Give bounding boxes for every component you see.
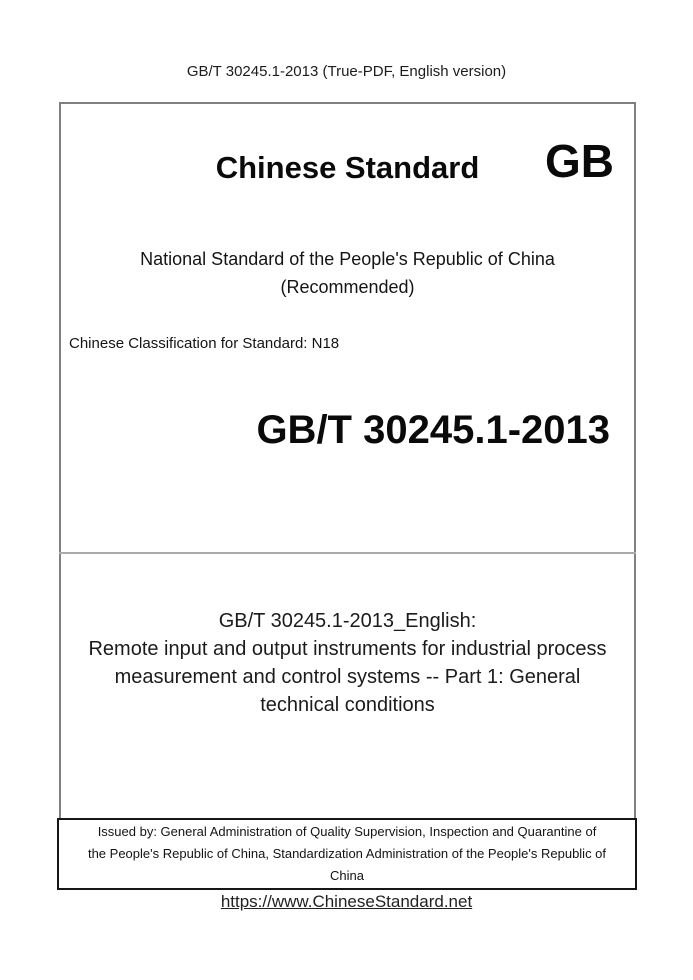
document-reference-header: GB/T 30245.1-2013 (True-PDF, English version) xyxy=(186,63,507,80)
issued-by-line: Issued by: General Administration of Quality Supervision, Inspection and Quarantine of xyxy=(97,824,597,839)
standard-type-line: National Standard of the People's Republic of China xyxy=(140,249,555,269)
document-title-line: GB/T 30245.1-2013_English: xyxy=(218,610,477,632)
footer xyxy=(0,892,693,912)
issued-by-line: China xyxy=(330,868,364,883)
document-title-line: Remote input and output instruments for industrial process xyxy=(88,638,607,660)
issued-by-line: the People's Republic of China, Standardization Administration of the People's Republic of xyxy=(87,846,607,861)
document-title-block xyxy=(61,607,634,719)
cover-box xyxy=(59,102,636,820)
issued-by-box xyxy=(57,818,637,890)
brand-title: Chinese Standard xyxy=(215,150,480,185)
standard-number: GB/T 30245.1-2013 xyxy=(256,408,610,452)
section-divider xyxy=(59,552,636,554)
standard-type-note: (Recommended) xyxy=(280,277,415,297)
document-title-line: technical conditions xyxy=(260,694,435,716)
standard-type-block xyxy=(61,245,634,301)
gb-logo: GB xyxy=(545,135,614,187)
classification-line: Chinese Classification for Standard: N18 xyxy=(69,335,340,352)
website-link[interactable]: https://www.ChineseStandard.net xyxy=(220,892,473,911)
document-title-line: measurement and control systems -- Part 1: General xyxy=(114,666,581,688)
